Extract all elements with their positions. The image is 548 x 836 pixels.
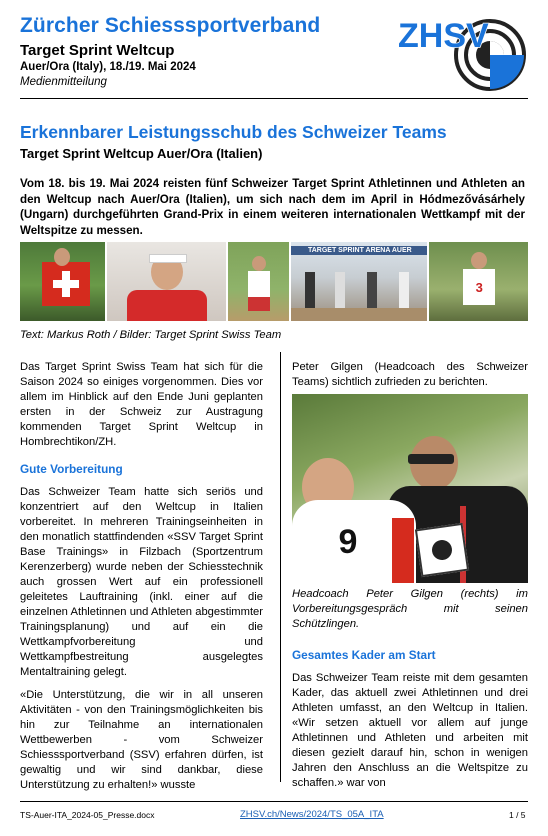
swiss-flag xyxy=(42,262,90,306)
bib-number: 3 xyxy=(475,280,483,295)
left-column xyxy=(20,360,263,793)
photo-strip xyxy=(20,242,528,321)
article-lead: Vom 18. bis 19. Mai 2024 reisten fünf Schweizer Target Sprint Athletinnen und Athleten an den Weltcup nach Auer/Ora (Italien), um sich nach dem im April in Hódmezővásárhely (Ungarn) durchgeführten Grand-Prix in einem weiteren internationalen Wettkampf mit der Weltspitze zu messen. xyxy=(20,177,525,237)
section-heading: Gesamtes Kader am Start xyxy=(292,648,436,662)
column-divider xyxy=(280,352,281,782)
zhsv-logo xyxy=(398,11,528,93)
page-number: 1 / 5 xyxy=(509,810,526,820)
right-column-bottom xyxy=(292,648,528,791)
section-heading: Gute Vorbereitung xyxy=(20,462,123,476)
paragraph: Das Target Sprint Swiss Team hat sich für die Saison 2024 so einiges vorgenommen. Dies vor allem im Hinblick auf den Ende Juni geplanten ersten in der Schweiz zur Austragung kommenden Target Sprint Weltcup in Hombrechtikon/ZH. xyxy=(20,361,263,448)
paragraph: «Die Unterstützung, die wir in all unseren Aktivitäten - von den Trainingsmöglichkeiten bis hin zur Teilnahme an internationalen Wettbewerben - vom Schweizer Schiesssportverband (SSV) erfahren dürfen, ist gewaltig und wir sind dankbar, diese Unterstützung zu erhalten!» wusste xyxy=(20,689,263,791)
credit-line: Text: Markus Roth / Bilder: Target Sprint Swiss Team xyxy=(20,329,282,341)
footer-filename: TS-Auer-ITA_2024-05_Presse.docx xyxy=(20,810,155,820)
arena-banner: TARGET SPRINT ARENA AUER xyxy=(291,246,427,255)
photo-caption: Headcoach Peter Gilgen (rechts) im Vorbereitungsgespräch mit seinen Schützlingen. xyxy=(292,588,528,630)
paragraph: Peter Gilgen (Headcoach des Schweizer Teams) sichtlich zufrieden zu berichten. xyxy=(292,361,528,388)
photo-athlete-headband xyxy=(107,242,226,321)
article-headline: Erkennbarer Leistungsschub des Schweizer Teams xyxy=(20,122,447,142)
footer-link[interactable]: ZHSV.ch/News/2024/TS_05A_ITA xyxy=(240,809,384,820)
photo-shooting-range xyxy=(291,242,427,321)
photo-athlete-with-flag xyxy=(20,242,105,321)
document-title: Target Sprint Weltcup xyxy=(20,42,175,59)
photo-athlete-bib xyxy=(429,242,528,321)
org-name: Zürcher Schiesssportverband xyxy=(20,14,321,37)
logo-text: ZHSV xyxy=(398,17,489,55)
document-type: Medienmitteilung xyxy=(20,76,107,88)
coach-glasses xyxy=(408,454,454,464)
athlete-bib-number: 9 xyxy=(338,523,358,561)
paragraph: Das Schweizer Team reiste mit dem gesamten Kader, das aktuell zwei Athletinnen und drei Athleten umfasst, an den Weltcup in Italien. «Wir setzen aktuell vor allem auf junge Athletinnen und Athleten und arbeiten mit diesen gezielt darauf hin, schon in wenigen Jahren den Anschluss an die Weltspitze zu schaffen.» war von xyxy=(292,672,528,789)
footer-divider xyxy=(20,801,528,802)
paragraph: Das Schweizer Team hatte sich seriös und konzentriert auf den Weltcup in Italien vorbereitet. In mehreren Trainingseinheiten in den monatlich stattfindenden «SSV Target Sprint Base Trainings» in Filzbach (Sportzentrum Kerenzerberg) wurde neben der Schiesstechnik auch grossen Wert auf ein professionell geleitetes Lauftraining (inkl. einer auf die einzelnen Athletinnen und Athleten abgestimmter Trainingsplanung) und auf ein die Wettkampfvorbereitung und Wettkampfbestreitung ausgelegtes Mentaltraining gelegt. xyxy=(20,486,263,678)
right-column-top xyxy=(292,360,528,390)
photo-runner xyxy=(228,242,289,321)
header-divider xyxy=(20,98,528,99)
photo-coach-briefing xyxy=(292,394,528,583)
target-card xyxy=(415,523,469,577)
place-date: Auer/Ora (Italy), 18./19. Mai 2024 xyxy=(20,61,196,73)
article-subheadline: Target Sprint Weltcup Auer/Ora (Italien) xyxy=(20,146,263,161)
